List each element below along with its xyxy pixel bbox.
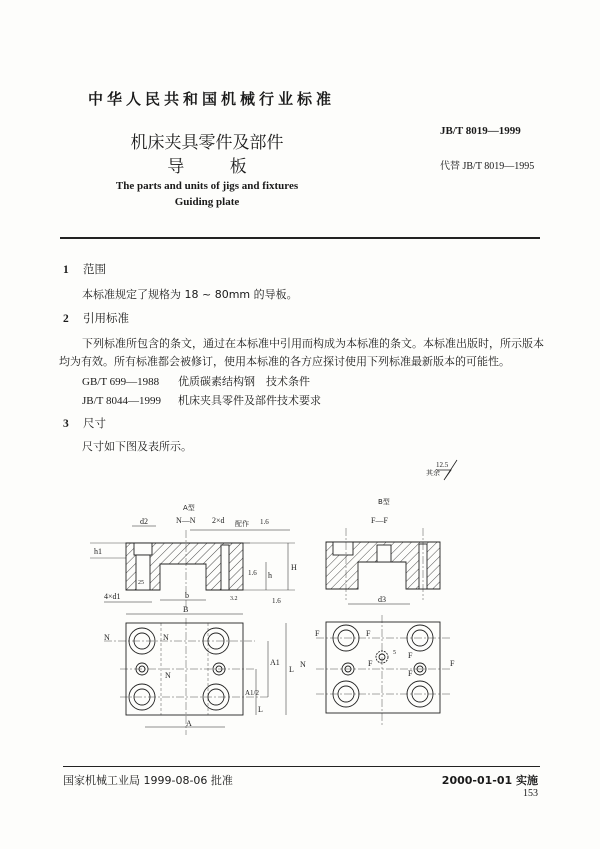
- implementation-info: 2000-01-01 实施: [441, 774, 538, 787]
- title-en: The parts and units of jigs and fixtures: [115, 180, 299, 192]
- label-h1: h1: [94, 547, 102, 556]
- label-F: F: [366, 629, 371, 638]
- type-b-label: B型: [378, 498, 390, 506]
- section-title: 尺寸: [83, 416, 106, 430]
- subtitle-en: Guiding plate: [174, 196, 240, 208]
- label-5: 5: [393, 650, 396, 656]
- technical-drawing: [90, 490, 550, 740]
- label-F: F: [450, 659, 455, 668]
- label-N: N: [165, 671, 171, 680]
- roughness-value: 12.5: [436, 461, 449, 469]
- page-number: 153: [523, 788, 538, 799]
- footer-divider: [63, 766, 540, 767]
- label-F: F: [408, 651, 413, 660]
- subtitle-cn: 导 板: [167, 157, 247, 177]
- label-N: N: [104, 633, 110, 642]
- label-roughness: 1.6: [260, 518, 269, 526]
- label-F: F: [315, 629, 320, 638]
- roughness-note: [420, 455, 480, 485]
- label-H: H: [291, 563, 297, 572]
- reference-title: 机床夹具零件及部件技术要求: [178, 394, 321, 407]
- label-N: N: [300, 660, 306, 669]
- label-roughness: 1.6: [248, 569, 257, 577]
- reference-title: 优质碳素结构钢 技术条件: [178, 375, 310, 388]
- label-B: B: [183, 605, 189, 614]
- standard-code: JB/T 8019—1999: [440, 125, 521, 137]
- approval-info: 国家机械工业局 1999-08-06 批准: [63, 774, 233, 787]
- label-A1: A1: [270, 658, 280, 667]
- section-3-heading: [63, 415, 106, 431]
- type-a-label: A型: [183, 504, 195, 512]
- label-L: L: [289, 665, 294, 674]
- label-N: N: [163, 633, 169, 642]
- section-2-body-line1: 下列标准所包含的条文，通过在本标准中引用而构成为本标准的条文。本标准出版时，所示版本: [82, 337, 544, 350]
- type-b-plan-view: [316, 615, 450, 725]
- type-b-section-view: [326, 528, 440, 604]
- label-3-2: 3.2: [230, 596, 238, 602]
- label-d2: d2: [140, 517, 148, 526]
- label-h: h: [268, 571, 272, 580]
- section-number: 1: [63, 264, 69, 276]
- reference-item: [82, 392, 321, 408]
- label-match: 配作: [235, 520, 249, 528]
- label-A1-half: A1/2: [245, 689, 259, 697]
- label-4xd1: 4×d1: [104, 592, 121, 601]
- section-2-heading: [63, 310, 129, 326]
- section-a-label: N—N: [176, 516, 196, 525]
- label-F: F: [368, 659, 373, 668]
- type-a-section-view: [90, 526, 295, 614]
- title-cn: 机床夹具零件及部件: [130, 133, 284, 153]
- section-1-body: 本标准规定了规格为 18 ~ 80mm 的导板。: [82, 288, 298, 301]
- reference-item: [82, 373, 310, 389]
- label-d3: d3: [378, 595, 386, 604]
- label-2xd: 2×d: [212, 516, 225, 525]
- label-L: L: [258, 705, 263, 714]
- reference-code: GB/T 699—1988: [82, 376, 160, 388]
- section-b-label: F—F: [371, 516, 388, 525]
- label-F: F: [408, 669, 413, 678]
- label-25: 25: [138, 580, 144, 586]
- section-title: 引用标准: [83, 311, 129, 325]
- label-roughness: 1.6: [272, 597, 281, 605]
- section-title: 范围: [83, 262, 106, 276]
- roughness-note-label: 其余: [426, 469, 440, 477]
- replaces-code: 代替 JB/T 8019—1995: [440, 161, 535, 172]
- section-1-heading: [63, 261, 106, 277]
- label-A: A: [186, 719, 192, 728]
- section-3-body: 尺寸如下图及表所示。: [82, 440, 192, 453]
- type-a-plan-view: [104, 618, 286, 735]
- reference-code: JB/T 8044—1999: [82, 395, 161, 407]
- label-b: b: [185, 591, 189, 600]
- header-divider: [60, 237, 540, 239]
- section-number: 3: [63, 418, 69, 430]
- section-number: 2: [63, 313, 69, 325]
- section-2-body-line2: 均为有效。所有标准都会被修订，使用本标准的各方应探讨使用下列标准最新版本的可能性。: [59, 355, 510, 368]
- standard-category: 中华人民共和国机械行业标准: [88, 90, 336, 108]
